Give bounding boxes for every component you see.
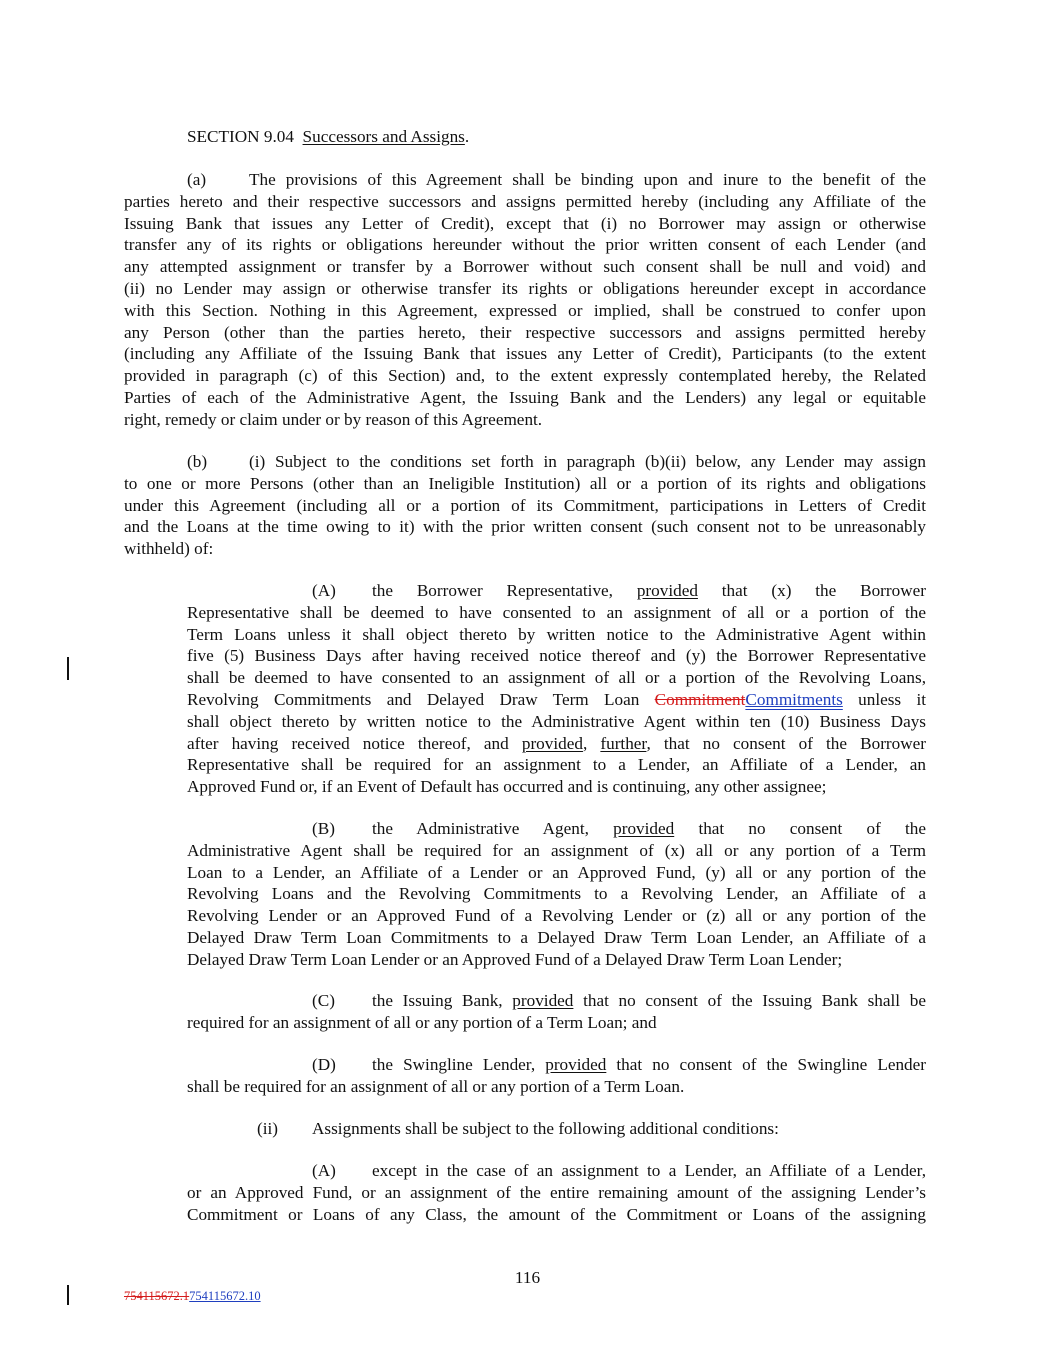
text-line: transfer any of its rights or obligations hereunder without the prior written consent of each Lender (and (124, 235, 926, 255)
text-line: Parties of each of the Administrative Agent, the Issuing Bank and the Lenders) any legal or equitable (124, 388, 926, 407)
paragraph-marker: (a) (187, 170, 207, 189)
text-line: with this Section. Nothing in this Agreement, expressed or implied, shall be construed to confer upon (124, 300, 926, 320)
provided-term: provided (636, 581, 698, 600)
text-line: to one or more Persons (other than an Ineligible Institution) all or a portion of its rights and obligations (124, 473, 926, 493)
text-line: Delayed Draw Term Loan Commitments to a Delayed Draw Term Loan Lender, an Affiliate of a (187, 928, 926, 947)
text-line: right, remedy or claim under or by reason of this Agreement. (124, 409, 543, 429)
text-line: Revolving Lender or an Approved Fund of a Revolving Lender or (z) all or any portion of the (187, 906, 926, 926)
text-line: Term Loans unless it shall object thereto by written notice to the Administrative Agent within (187, 624, 926, 644)
further-term: further (600, 733, 647, 753)
text-line: Loan to a Lender, an Affiliate of a Lender or an Approved Fund, (y) all or any portion of the (187, 862, 926, 882)
paragraph-marker: (b) (187, 452, 208, 471)
text-line: (including any Affiliate of the Issuing Bank that issues any Letter of Credit), Participants (to the extent (124, 344, 926, 364)
revision-change-bar (67, 657, 69, 680)
subparagraph-marker: (ii) (257, 1119, 278, 1138)
text-line: Approved Fund or, if an Event of Default has occurred and is continuing, any other assignee; (187, 777, 827, 797)
section-number: SECTION 9.04 (187, 127, 294, 146)
text-line: the Swingline Lender, provided that no consent of the Swingline Lender (372, 1055, 927, 1074)
deleted-doc-id: 754115672.1 (124, 1289, 190, 1303)
text-line: provided in paragraph (c) of this Section) and, to the extent expressly contemplated hereby, the Related (124, 366, 926, 386)
text-line: withheld) of: (124, 539, 214, 559)
deleted-text: Commitment (654, 690, 746, 709)
subparagraph-marker: (A) (312, 581, 336, 600)
text-line: after having received notice thereof, and provided, further, that no consent of the Borrower (187, 733, 926, 753)
text-line: Commitment or Loans of any Class, the amount of the Commitment or Loans of the assigning (187, 1204, 926, 1224)
text-line: shall be deemed to have consented to an assignment of all or a portion of the Revolving Loans, (187, 668, 926, 688)
text-line: Administrative Agent shall be required for an assignment of (x) all or any portion of a Term (187, 840, 926, 860)
text-line: Delayed Draw Term Loan Lender or an Approved Fund of a Delayed Draw Term Loan Lender; (187, 949, 843, 969)
text-line: five (5) Business Days after having received notice thereof and (y) the Borrower Representative (187, 646, 926, 666)
inserted-text: Commitments (745, 690, 843, 709)
revision-change (655, 690, 843, 709)
page-number: 116 (514, 1268, 541, 1287)
text-line: shall be required for an assignment of all or any portion of a Term Loan. (187, 1076, 685, 1096)
section-heading: SECTION 9.04 Successors and Assigns. (187, 127, 470, 146)
text-line: Representative shall be deemed to have consented to an assignment of all or a portion of the (187, 602, 926, 622)
text-line: The provisions of this Agreement shall be binding upon and inure to the benefit of the (249, 170, 926, 189)
text-line: or an Approved Fund, or an assignment of the entire remaining amount of the assigning Lender’s (187, 1182, 926, 1202)
text-line: Representative shall be required for an assignment to a Lender, an Affiliate of a Lender, an (187, 755, 926, 775)
text-line: the Borrower Representative, provided that (x) the Borrower (372, 581, 926, 600)
provided-term: provided (613, 819, 675, 838)
text-line: except in the case of an assignment to a Lender, an Affiliate of a Lender, (372, 1161, 926, 1180)
text-line: parties hereto and their respective successors and assigns permitted hereby (including any Affiliate of the (124, 191, 926, 211)
provided-term: provided (545, 1055, 607, 1074)
document-id (124, 1289, 261, 1304)
text-line: (ii) no Lender may assign or otherwise transfer its rights or obligations hereunder except in accordance (124, 279, 926, 298)
section-title: Successors and Assigns (302, 127, 465, 146)
subparagraph-marker: (A) (312, 1161, 336, 1180)
text-line: required for an assignment of all or any portion of a Term Loan; and (187, 1012, 657, 1032)
subparagraph-marker: (D) (312, 1055, 336, 1074)
text-line: any Person (other than the parties hereto, their respective successors and assigns permitted hereby (124, 322, 926, 342)
subparagraph-marker: (B) (312, 819, 335, 838)
revised-text-line: Revolving Commitments and Delayed Draw Term Loan CommitmentCommitments unless it (187, 690, 926, 709)
text-line: shall object thereto by written notice to the Administrative Agent within ten (10) Business Days (187, 711, 926, 731)
text-line: Issuing Bank that issues any Letter of Credit), except that (i) no Borrower may assign or otherwise (124, 213, 926, 233)
text-line: any attempted assignment or transfer by a Borrower without such consent shall be null and void) and (124, 257, 926, 277)
subparagraph-marker: (C) (312, 991, 335, 1010)
inserted-doc-id: 754115672.10 (189, 1289, 261, 1303)
text-line: the Issuing Bank, provided that no consent of the Issuing Bank shall be (372, 991, 926, 1010)
text-line: under this Agreement (including all or a portion of its Commitment, participations in Letters of Credit (124, 495, 926, 515)
text-line: Revolving Loans and the Revolving Commitments to a Revolving Lender, an Affiliate of a (187, 884, 926, 904)
provided-term: provided (521, 733, 583, 753)
text-line: and the Loans at the time owing to it) with the prior written consent (such consent not to be unreasonably (124, 517, 926, 537)
text-line: (i) Subject to the conditions set forth in paragraph (b)(ii) below, any Lender may assign (249, 452, 926, 471)
provided-term: provided (512, 991, 574, 1010)
text-line: the Administrative Agent, provided that no consent of the (372, 819, 927, 838)
text-line: Assignments shall be subject to the following additional conditions: (312, 1119, 779, 1138)
